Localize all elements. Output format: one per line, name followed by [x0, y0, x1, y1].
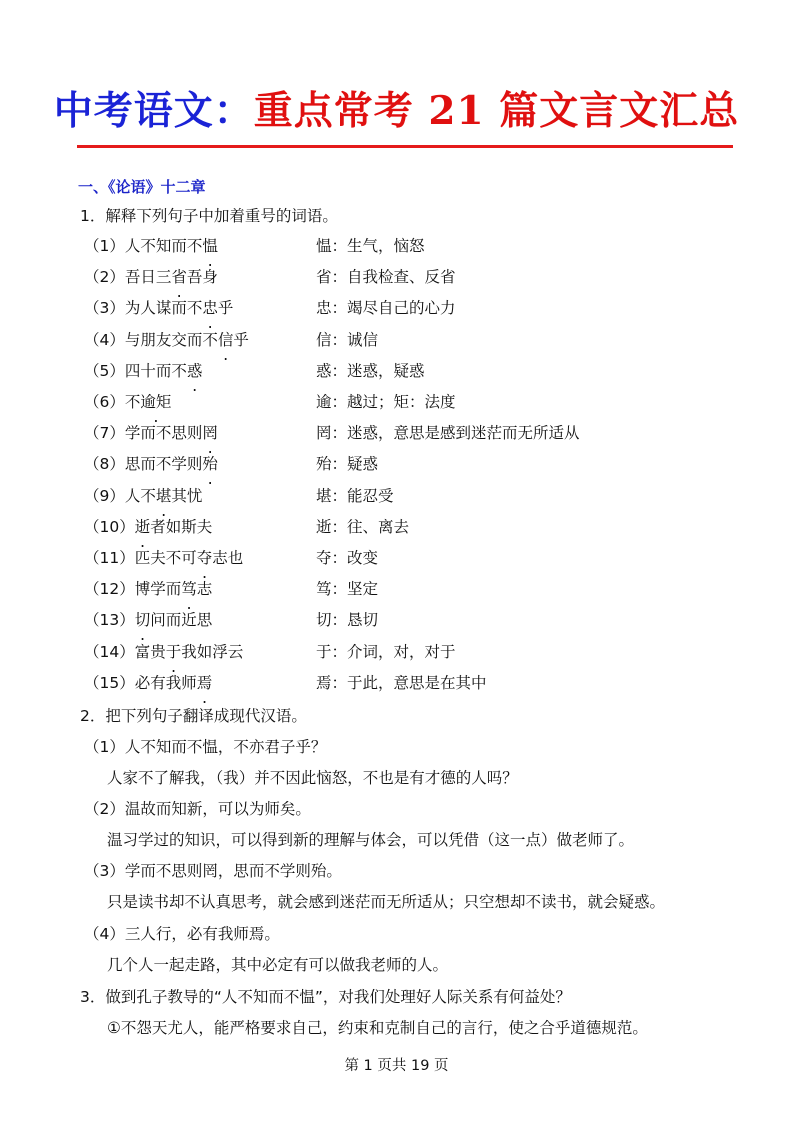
- emphasized-word: 于: [165, 643, 182, 661]
- vocab-item: [84, 673, 212, 693]
- item-text: 匹夫不可: [134, 549, 197, 567]
- item-text: 为人谋而不: [124, 299, 203, 317]
- translation-source: （3）学而不思则罔，思而不学则殆。: [84, 862, 342, 880]
- vocab-item: [84, 579, 212, 599]
- vocab-definition: 信：诚信: [316, 331, 379, 349]
- vocab-definition: 罔：迷惑，意思是感到迷茫而无所适从: [316, 424, 580, 442]
- emphasized-word: 逾矩: [140, 393, 172, 411]
- emphasized-word: 笃: [181, 580, 197, 598]
- item-text: 必有我师: [134, 674, 197, 692]
- item-text: 思而不学则: [124, 455, 203, 473]
- item-text: 富贵: [134, 643, 166, 661]
- vocab-definition: 殆：疑惑: [316, 455, 379, 473]
- vocab-item: [84, 392, 171, 412]
- vocab-definition: 焉：于此，意思是在其中: [316, 674, 487, 692]
- vocab-definition: 省：自我检查、反省: [316, 268, 456, 286]
- vocab-definition: 切：恳切: [316, 611, 379, 629]
- item-number: （5）: [84, 362, 125, 380]
- item-text: 与朋友交而不: [124, 331, 218, 349]
- vocab-definition: 逾：越过；矩：法度: [316, 393, 456, 411]
- item-number: （6）: [84, 393, 125, 411]
- item-number: （4）: [84, 331, 125, 349]
- page-title: [0, 80, 793, 136]
- emphasized-word: 忠: [202, 299, 218, 317]
- item-number: （9）: [84, 487, 125, 505]
- vocab-item: [84, 610, 212, 630]
- vocab-definition: 笃：坚定: [316, 580, 379, 598]
- emphasized-word: 焉: [196, 674, 213, 692]
- emphasized-word: 切: [134, 611, 151, 629]
- translation-answer: 几个人一起走路，其中必定有可以做我老师的人。: [107, 956, 449, 974]
- item-text: 其忧: [171, 487, 203, 505]
- item-number: （1）: [84, 237, 125, 255]
- item-text: 人不: [124, 487, 156, 505]
- item-number: （2）: [84, 268, 125, 286]
- item-text: 志: [196, 580, 213, 598]
- vocab-item: [84, 486, 202, 506]
- vocab-item: [84, 454, 218, 474]
- item-number: （10）: [84, 518, 135, 536]
- item-text: 乎: [217, 299, 234, 317]
- item-number: （12）: [84, 580, 135, 598]
- item-text: 我如浮云: [181, 643, 244, 661]
- vocab-item: [84, 361, 202, 381]
- section-heading: 一、《论语》十二章: [78, 178, 206, 196]
- item-text: 四十而不: [124, 362, 187, 380]
- vocab-definition: 夺：改变: [316, 549, 379, 567]
- vocab-definition: 惑：迷惑，疑惑: [316, 362, 425, 380]
- vocab-item: [84, 548, 243, 568]
- translation-answer: 温习学过的知识，可以得到新的理解与体会，可以凭借（这一点）做老师了。: [107, 831, 635, 849]
- vocab-definition: 愠：生气，恼怒: [316, 237, 425, 255]
- emphasized-word: 殆: [202, 455, 218, 473]
- page-footer: 第 1 页共 19 页: [344, 1058, 449, 1074]
- item-text: 学而不思则: [124, 424, 203, 442]
- translation-answer: 只是读书却不认真思考，就会感到迷茫而无所适从；只空想却不读书，就会疑惑。: [107, 893, 666, 911]
- emphasized-word: 堪: [155, 487, 172, 505]
- item-number: （8）: [84, 455, 125, 473]
- title-main: 重点常考 21 篇文言文汇总: [253, 88, 740, 134]
- item-text: 不: [124, 393, 141, 411]
- item-text: 吾日三: [124, 268, 172, 286]
- vocab-definition: 忠：竭尽自己的心力: [316, 299, 456, 317]
- item-text: 博学而: [134, 580, 182, 598]
- item-number: （11）: [84, 549, 135, 567]
- emphasized-word: 愠: [202, 237, 218, 255]
- vocab-item: [84, 236, 218, 256]
- vocab-definition: 堪：能忍受: [316, 487, 394, 505]
- item-text: 志也: [212, 549, 244, 567]
- vocab-item: [84, 298, 233, 318]
- item-text: 问而近思: [150, 611, 213, 629]
- title-divider: [77, 145, 733, 148]
- question-3: 3．做到孔子教导的“人不知而不愠”，对我们处理好人际关系有何益处？: [80, 988, 571, 1006]
- item-number: （13）: [84, 611, 135, 629]
- emphasized-word: 信: [217, 331, 234, 349]
- item-number: （3）: [84, 299, 125, 317]
- emphasized-word: 省: [171, 268, 187, 286]
- title-prefix: 中考语文：: [53, 88, 254, 134]
- emphasized-word: 逝: [134, 518, 151, 536]
- item-number: （14）: [84, 643, 135, 661]
- vocab-definition: 于：介词，对，对于: [316, 643, 456, 661]
- question-1: 1．解释下列句子中加着重号的词语。: [80, 207, 338, 225]
- item-text: 乎: [233, 331, 249, 349]
- translation-source: （2）温故而知新，可以为师矣。: [84, 800, 311, 818]
- emphasized-word: 夺: [196, 549, 213, 567]
- question-2: 2．把下列句子翻译成现代汉语。: [80, 707, 307, 725]
- question-3-answer: ①不怨天尤人，能严格要求自己，约束和克制自己的言行，使之合乎道德规范。: [107, 1019, 648, 1037]
- vocab-item: [84, 267, 218, 287]
- vocab-item: [84, 423, 218, 443]
- emphasized-word: 惑: [186, 362, 203, 380]
- vocab-definition: 逝：往、离去: [316, 518, 410, 536]
- vocab-item: [84, 642, 243, 662]
- item-text: 吾身: [186, 268, 218, 286]
- translation-answer: 人家不了解我，（我）并不因此恼怒，不也是有才德的人吗？: [107, 769, 518, 787]
- translation-source: （4）三人行，必有我师焉。: [84, 925, 280, 943]
- item-number: （15）: [84, 674, 135, 692]
- item-number: （7）: [84, 424, 125, 442]
- translation-source: （1）人不知而不愠，不亦君子乎？: [84, 738, 327, 756]
- item-text: 者如斯夫: [150, 518, 213, 536]
- vocab-item: [84, 330, 249, 350]
- emphasized-word: 罔: [202, 424, 218, 442]
- item-text: 人不知而不: [124, 237, 203, 255]
- vocab-item: [84, 517, 212, 537]
